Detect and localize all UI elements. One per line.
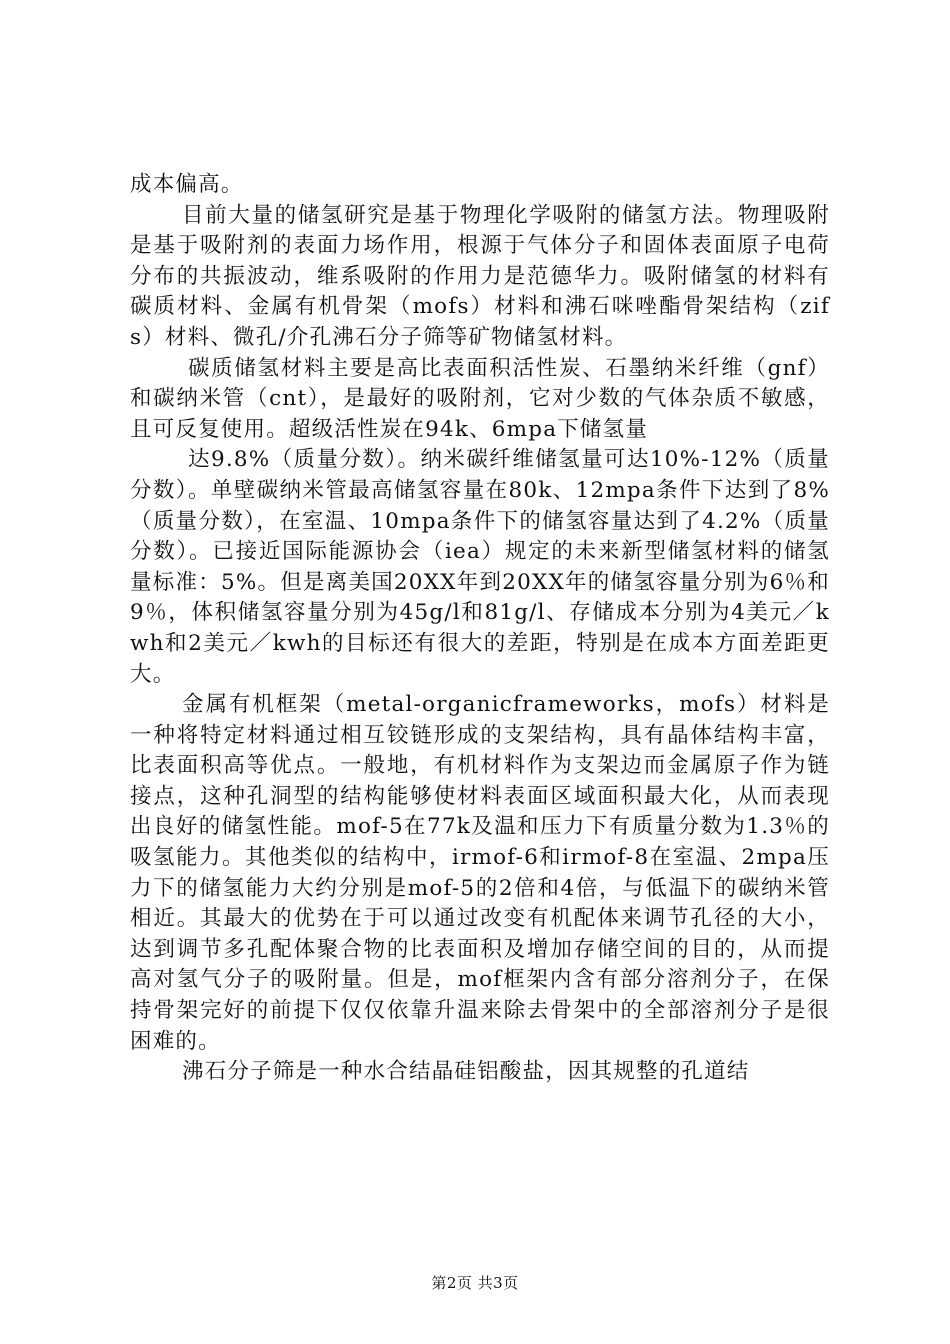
- paragraph-carbon-materials: 碳质储氢材料主要是高比表面积活性炭、石墨纳米纤维（gnf）和碳纳米管（cnt），是最好的吸附剂，它对少数的气体杂质不敏感，且可反复使用。超级活性炭在94k、6mpa下储氢量: [130, 355, 830, 442]
- paragraph-mofs: 金属有机框架（metal-organicframeworks，mofs）材料是一种将特定材料通过相互铰链形成的支架结构，具有晶体结构丰富，比表面积高等优点。一般地，有机材料作为支架边而金属原子作为链接点，这种孔洞型的结构能够使材料表面区域面积最大化，从而表现出良好的储氢性能。mof-5在77k及温和压力下有质量分数为1.3％的吸氢能力。其他类似的结构中，irmof-6和irmof-8在室温、2mpa压力下的储氢能力大约分别是mof-5的2倍和4倍，与低温下的碳纳米管相近。其最大的优势在于可以通过改变有机配体来调节孔径的大小，达到调节多孔配体聚合物的比表面积及增加存储空间的目的，从而提高对氢气分子的吸附量。但是，mof框架内含有部分溶剂分子，在保持骨架完好的前提下仅仅依靠升温来除去骨架中的全部溶剂分子是很困难的。: [130, 692, 830, 1054]
- paragraph-zeolite: 沸石分子筛是一种水合结晶硅铝酸盐，因其规整的孔道结: [182, 1059, 750, 1085]
- paragraph-continuation: 成本偏高。: [130, 172, 244, 197]
- paragraph-physical-adsorption: 目前大量的储氢研究是基于物理化学吸附的储氢方法。物理吸附是基于吸附剂的表面力场作用，根源于气体分子和固体表面原子电荷分布的共振波动，维系吸附的作用力是范德华力。吸附储氢的材料有碳质材料、金属有机骨架（mofs）材料和沸石咪唑酯骨架结构（zifs）材料、微孔/介孔沸石分子筛等矿物储氢材料。: [130, 202, 830, 350]
- page-number: 第2页 共3页: [431, 1274, 519, 1292]
- document-body: [130, 170, 830, 1088]
- page-footer: [0, 1273, 950, 1293]
- paragraph-carbon-capacity: 达9.8%（质量分数）。纳米碳纤维储氢量可达10%-12%（质量分数）。单壁碳纳米管最高储氢容量在80k、12mpa条件下达到了8%（质量分数），在室温、10mpa条件下的储氢容量达到了4.2%（质量分数）。已接近国际能源协会（iea）规定的未来新型储氢材料的储氢量标准：5%。但是离美国20XX年到20XX年的储氢容量分别为6％和9％，体积储氢容量分别为45g/l和81g/l、存储成本分别为4美元／kwh和2美元／kwh的目标还有很大的差距，特别是在成本方面差距更大。: [130, 447, 831, 687]
